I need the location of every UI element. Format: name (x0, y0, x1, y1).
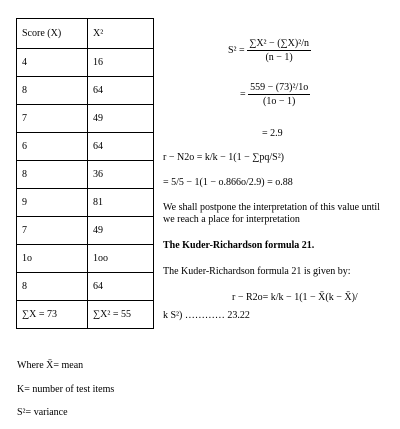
score-cell: 9 (17, 189, 88, 217)
kr21-formula-line1: r − R2o= k/k − 1(1 − X̄(k − X̄)/ (232, 292, 358, 303)
table-row (17, 245, 154, 273)
score-cell: ∑X = 73 (17, 301, 88, 329)
formula-s2-numerator: ∑X² − (∑X)²/n (249, 38, 309, 49)
score-cell: 8 (17, 77, 88, 105)
square-cell: 81 (88, 189, 154, 217)
table-row (17, 105, 154, 133)
table-row (17, 189, 154, 217)
table-row (17, 133, 154, 161)
score-cell: 8 (17, 161, 88, 189)
score-cell: 8 (17, 273, 88, 301)
formula-sub-numerator: 559 − (73)²/1o (250, 82, 309, 93)
formula-result: = 2.9 (262, 128, 283, 139)
kr21-intro: The Kuder-Richardson formula 21 is given by: (163, 266, 351, 277)
score-cell: 1o (17, 245, 88, 273)
table-row (17, 217, 154, 245)
square-cell: ∑X² = 55 (88, 301, 154, 329)
note-k: K= number of test items (17, 384, 115, 395)
formula-s2 (228, 38, 311, 63)
score-cell: 7 (17, 217, 88, 245)
formula-s2-denominator: (n − 1) (265, 52, 293, 63)
square-cell: 1oo (88, 245, 154, 273)
note-variance: S²= variance (17, 407, 68, 418)
kr21-formula-line2: k S²) ………… 23.22 (163, 310, 250, 321)
table-row (17, 49, 154, 77)
square-cell: 64 (88, 273, 154, 301)
formula-substitution (240, 82, 310, 107)
score-cell: 6 (17, 133, 88, 161)
square-cell: 64 (88, 133, 154, 161)
table-row (17, 19, 154, 49)
table-row (17, 301, 154, 329)
score-cell: 7 (17, 105, 88, 133)
square-cell: 64 (88, 77, 154, 105)
postpone-text: We shall postpone the interpretation of this value until we reach a place for interpretation (163, 202, 380, 225)
square-cell: 16 (88, 49, 154, 77)
square-cell: X² (88, 19, 154, 49)
square-cell: 36 (88, 161, 154, 189)
table-row (17, 161, 154, 189)
square-cell: 49 (88, 105, 154, 133)
kr20-formula: r − N2o = k/k − 1(1 − ∑pq/S²) (163, 152, 285, 163)
score-cell: 4 (17, 49, 88, 77)
formula-sub-eq: = (240, 89, 246, 100)
score-table (16, 18, 154, 329)
table-row (17, 77, 154, 105)
kr21-heading: The Kuder-Richardson formula 21. (163, 240, 315, 251)
note-mean: Where X̄= mean (17, 360, 84, 371)
square-cell: 49 (88, 217, 154, 245)
score-cell: Score (X) (17, 19, 88, 49)
formula-s2-lhs: S² = (228, 45, 245, 56)
kr20-value: = 5/5 − 1(1 − o.866o/2.9) = o.88 (163, 177, 293, 188)
formula-sub-denominator: (1o − 1) (263, 96, 296, 107)
table-row (17, 273, 154, 301)
